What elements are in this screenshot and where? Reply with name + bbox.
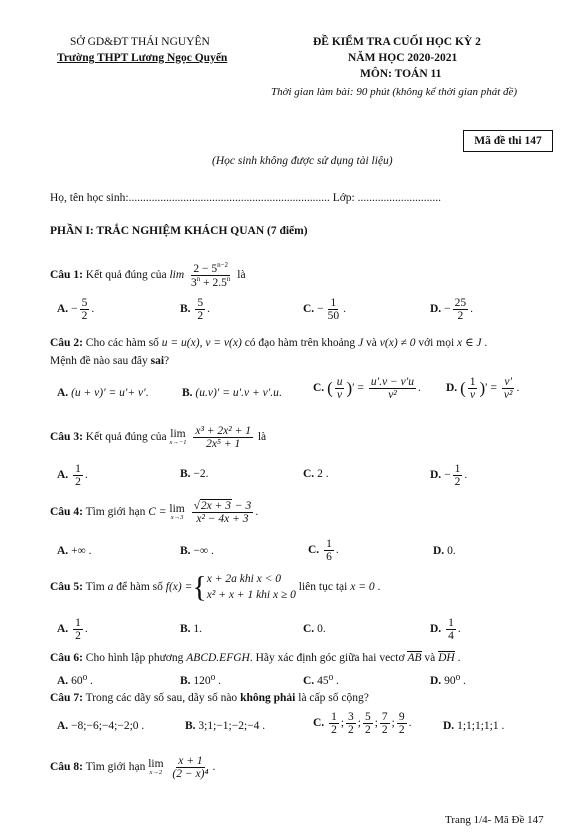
notice: (Học sinh không được sử dụng tài liệu) — [212, 155, 393, 167]
q6-option-b: B. 120⁰ . — [180, 675, 222, 687]
student-info-line: Họ, tên học sinh:...................................................................... Lớp: ............................. — [50, 192, 441, 204]
q5-option-c: C. 0. — [303, 623, 326, 635]
q6-option-a: A. 60⁰ . — [57, 675, 93, 687]
q1-option-b: B. $\frac{5}{2}$ . — [180, 297, 211, 323]
q5-option-a: A. $\frac{1}{2}$ . — [57, 617, 88, 643]
question-label: Câu 1: — [50, 269, 83, 282]
q4-option-a: A. +∞ . — [57, 545, 92, 557]
q2-option-d: D. ( $\frac{1}{v}$ )′ = $\frac{v'}{\text{v²}}$ . — [446, 376, 520, 402]
q4-option-c: C. $\frac{1}{6}$ . — [308, 538, 339, 564]
question-2-line2: Mệnh đề nào sau đây sai? — [50, 355, 170, 367]
q7-option-c: C. $\frac{1}{2}$ ; $\frac{3}{2}$ ; $\frac{5}{2}$ ; $\frac{7}{2}$ ; $\frac{9}{2}$ . — [313, 711, 412, 737]
q2-option-c: C. ( $\frac{u}{v}$ )′ = $\frac{u'.v - v'u}{\text{v²}}$ . — [313, 376, 421, 402]
q5-option-d: D. $\frac{1}{4}$ . — [430, 617, 461, 643]
school-name: Trường THPT Lương Ngọc Quyến — [57, 52, 228, 64]
question-text: Kết quả đúng của — [85, 269, 167, 282]
section-title: PHẦN I: TRẮC NGHIỆM KHÁCH QUAN (7 điểm) — [50, 225, 308, 237]
question-4: Câu 4: Tìm giới hạn C = lim x→3 $\frac{√2x + 3 - 3}{\text{x² − 4x + 3}}$ . — [50, 500, 259, 526]
q6-option-d: D. 90⁰ . — [430, 675, 466, 687]
exam-code: Mã đề thi 147 — [474, 135, 542, 147]
q1-option-d: D. − $\frac{25}{2}$ . — [430, 297, 473, 323]
q4-option-b: B. −∞ . — [180, 545, 214, 557]
q7-option-b: B. 3;1;−1;−2;−4 . — [185, 720, 266, 732]
q2-option-b: B. (u.v)′ = u′.v + v′.u. — [182, 387, 282, 399]
q4-option-d: D. 0. — [433, 545, 456, 557]
q1-option-c: C. − $\frac{1}{50}$ . — [303, 297, 346, 323]
q7-option-d: D. 1;1;1;1;1 . — [443, 720, 505, 732]
q3-option-c: C. 2 . — [303, 468, 329, 480]
subject: MÔN: TOÁN 11 — [360, 68, 442, 80]
question-6: Câu 6: Cho hình lập phương ABCD.EFGH. Hãy xác định góc giữa hai vectơ AB và DH . — [50, 652, 461, 664]
school-year: NĂM HỌC 2020-2021 — [348, 52, 458, 64]
q2-option-a: A. (u + v)′ = u′+ v′. — [57, 387, 149, 399]
exam-duration: Thời gian làm bài: 90 phút (không kể thời gian phát đề) — [271, 86, 518, 98]
q7-option-a: A. −8;−6;−4;−2;0 . — [57, 720, 145, 732]
q3-option-d: D. − $\frac{1}{2}$ . — [430, 463, 468, 489]
exam-code-box — [463, 130, 553, 152]
q3-option-b: B. −2. — [180, 468, 209, 480]
q3-option-a: A. $\frac{1}{2}$ . — [57, 463, 88, 489]
question-7: Câu 7: Trong các dãy số sau, dãy số nào không phải là cấp số cộng? — [50, 692, 369, 704]
q6-option-c: C. 45⁰ . — [303, 675, 339, 687]
question-2: Câu 2: Cho các hàm số u = u(x), v = v(x) có đạo hàm trên khoảng J và v(x) ≠ 0 với mọi x ∈ J . — [50, 337, 488, 349]
q1-option-a: A. − $\frac{5}{2}$ . — [57, 297, 95, 323]
question-1: Câu 1: Kết quả đúng của lim $\frac{2 - 5^{n-2}}{3^n + 2.5^n}$ là — [50, 261, 246, 289]
question-8: Câu 8: Tìm giới hạn lim x→2 $\frac{x + 1}{\text{(2 − x)⁴}}$ . — [50, 755, 216, 781]
q5-option-b: B. 1. — [180, 623, 203, 635]
question-3: Câu 3: Kết quả đúng của lim x→−1 $\frac{\text{x³ + 2x² + 1}}{\text{2x⁵ + 1}}$ là — [50, 425, 267, 451]
department-name: SỞ GD&ĐT THÁI NGUYÊN — [70, 36, 210, 48]
page-footer: Trang 1/4- Mã Đề 147 — [445, 814, 544, 826]
exam-title: ĐỀ KIỂM TRA CUỐI HỌC KỲ 2 — [313, 36, 481, 48]
question-5: Câu 5: Tìm a để hàm số f(x) ={ x + 2a khi x < 0 x² + x + 1 khi x ≥ 0 liên tục tại x = 0 . — [50, 570, 381, 604]
